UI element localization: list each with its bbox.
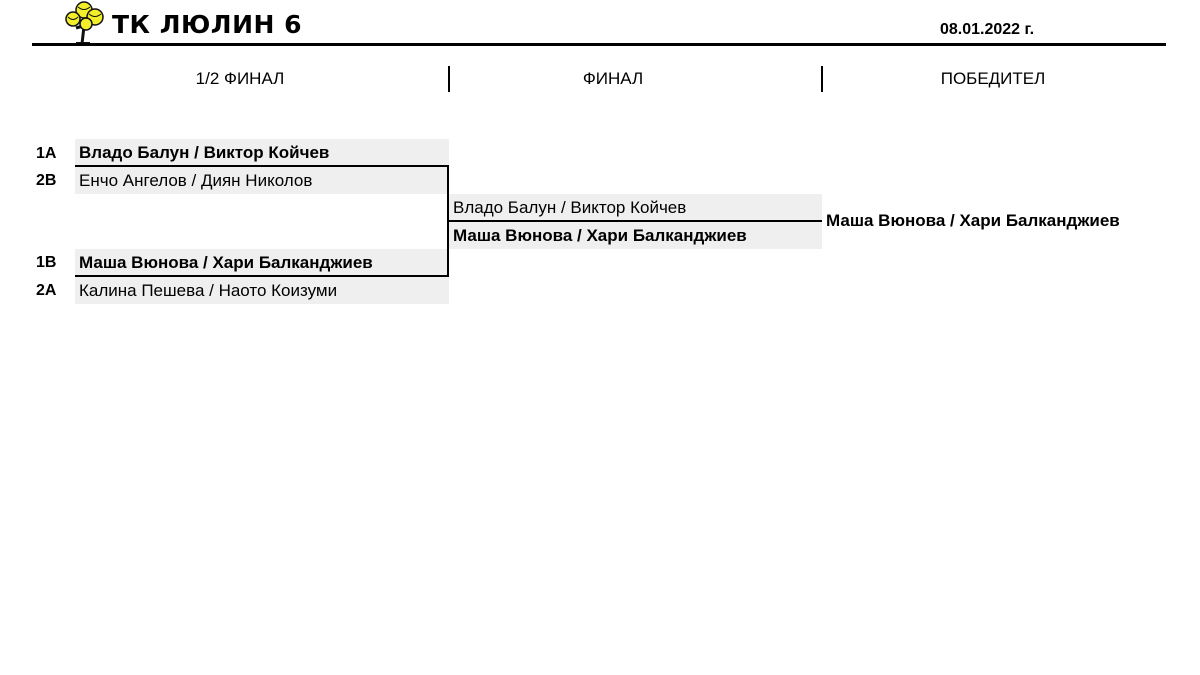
header-divider bbox=[32, 43, 1166, 46]
bracket-entry: Маша Вюнова / Хари Балканджиев bbox=[449, 222, 822, 249]
bracket-entry: Владо Балун / Виктор Койчев bbox=[449, 194, 822, 221]
column-heading-winner: ПОБЕДИТЕЛ bbox=[940, 69, 1046, 88]
champion-name: Маша Вюнова / Хари Балканджиев bbox=[826, 211, 1120, 230]
column-heading-semifinal: 1/2 ФИНАЛ bbox=[195, 69, 285, 88]
seed-label: 2A bbox=[36, 282, 57, 299]
bracket-line bbox=[449, 220, 822, 222]
column-heading-final: ФИНАЛ bbox=[582, 69, 644, 88]
column-divider bbox=[821, 66, 823, 92]
seed-label: 1A bbox=[36, 145, 57, 162]
bracket-line bbox=[75, 275, 449, 277]
bracket-entry: Енчо Ангелов / Диян Николов bbox=[75, 167, 449, 194]
bracket-entry: Маша Вюнова / Хари Балканджиев bbox=[75, 249, 449, 276]
column-divider bbox=[448, 66, 450, 92]
bracket-entry: Владо Балун / Виктор Койчев bbox=[75, 139, 449, 166]
tree-icon bbox=[62, 0, 106, 46]
bracket-entry: Калина Пешева / Наото Коизуми bbox=[75, 277, 449, 304]
event-date: 08.01.2022 г. bbox=[940, 21, 1035, 38]
page-title: ТК ЛЮЛИН 6 bbox=[112, 10, 303, 39]
club-logo bbox=[62, 0, 106, 46]
seed-label: 1B bbox=[36, 254, 57, 271]
seed-label: 2B bbox=[36, 172, 57, 189]
bracket-line bbox=[75, 165, 449, 167]
